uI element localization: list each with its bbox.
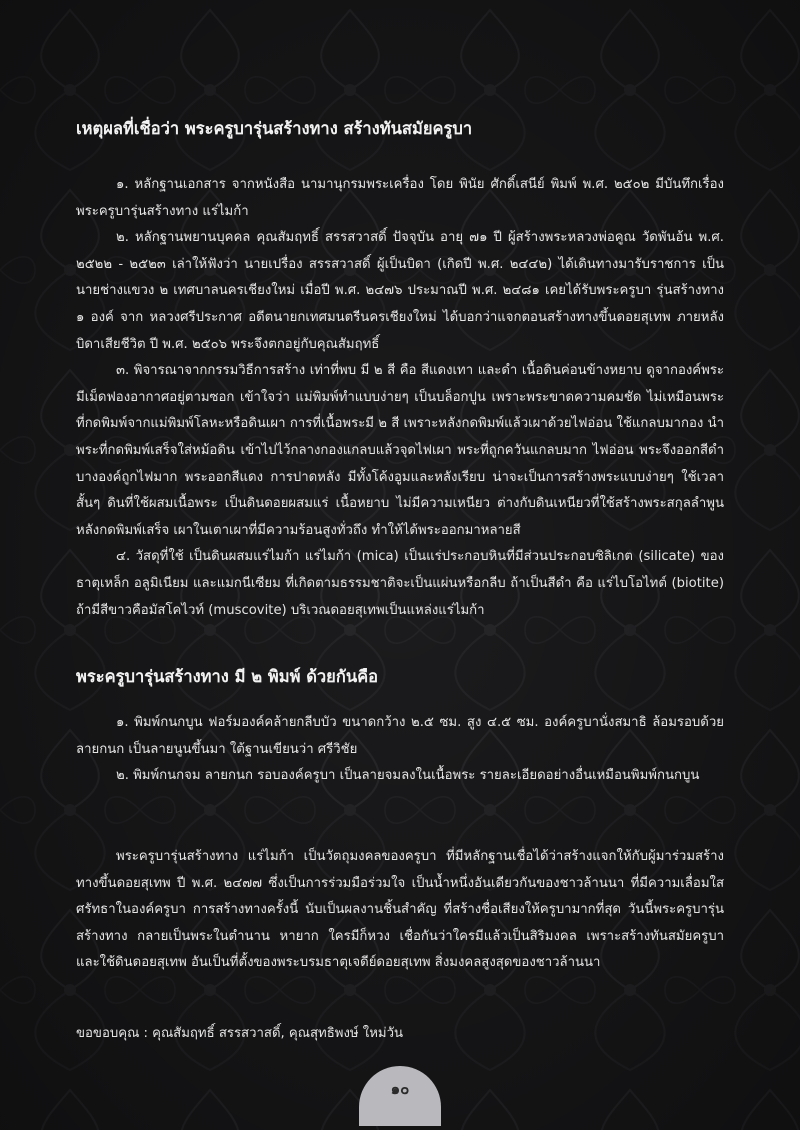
reason-item-1: ๑. หลักฐานเอกสาร จากหนังสือ นามานุกรมพระเครื่อง โดย พินัย ศักดิ์เสนีย์ พิมพ์ พ.ศ. ๒๕๐๒ มีบันทึกเรื่อง พระครูบารุ่นสร้างทาง แร่ไมก้า xyxy=(76,177,724,219)
acknowledgement: ขอขอบคุณ : คุณสัมฤทธิ์ สรรสวาสดิ์, คุณสุทธิพงษ์ ใหม่วัน xyxy=(76,1026,404,1041)
variant-item-2: ๒. พิมพ์กนกจม ลายกนก รอบองค์ครูบา เป็นลายจมลงในเนื้อพระ รายละเอียดอย่างอื่นเหมือนพิมพ์กนกบูน xyxy=(116,768,700,784)
section-heading-reasons: เหตุผลที่เชื่อว่า พระครูบารุ่นสร้างทาง สร้างทันสมัยครูบา xyxy=(76,119,473,138)
reason-item-4: ๔. วัสดุที่ใช้ เป็นดินผสมแร่ไมก้า แร่ไมก้า (mica) เป็นแร่ประกอบหินที่มีส่วนประกอบซิลิเกต (silicate) ของธาตุเหล็ก อลูมิเนียม และแมกนีเซียม ที่เกิดตามธรรมชาติจะเป็นแผ่นหรือกลีบ ถ้าเป็นสีดำ คือ แร่ไบโอไทต์ (biotite) ถ้ามีสีขาวคือมัสโคไวท์ (muscovite) บริเวณดอยสุเทพเป็นแหล่งแร่ไมก้า xyxy=(76,549,724,618)
reasons-list xyxy=(76,172,724,624)
reason-item-2: ๒. หลักฐานพยานบุคคล คุณสัมฤทธิ์ สรรสวาสดิ์ ปัจจุบัน อายุ ๗๑ ปี ผู้สร้างพระหลวงพ่อคูณ วัดพันอ้น พ.ศ. ๒๕๒๒ - ๒๕๒๓ เล่าให้ฟังว่า นายเปรื่อง สรรสวาสดิ์ ผู้เป็นบิดา (เกิดปี พ.ศ. ๒๔๔๒) ได้เดินทางมารับราชการ เป็นนายช่างแขวง ๒ เทศบาลนครเชียงใหม่ เมื่อปี พ.ศ. ๒๔๗๖ ประมาณปี พ.ศ. ๒๔๘๑ เคยได้รับพระครูบา รุ่นสร้างทาง ๑ องค์ จาก หลวงศรีประกาศ อดีตนายกเทศมนตรีนครเชียงใหม่ ได้บอกว่าแจกตอนสร้างทางขึ้นดอยสุเทพ ภายหลังบิดาเสียชีวิต ปี พ.ศ. ๒๕๐๖ พระจึงตกอยู่กับคุณสัมฤทธิ์ xyxy=(76,230,724,352)
reason-item-3: ๓. พิจารณาจากกรรมวิธีการสร้าง เท่าที่พบ มี ๒ สี คือ สีแดงเทา และดำ เนื้อดินค่อนข้างหยาบ ดูจากองค์พระ มีเม็ดฟองอากาศอยู่ตามซอก เข้าใจว่า แม่พิมพ์ทำแบบง่ายๆ เป็นบล็อกปูน เพราะพระขาดความคมชัด ไม่เหมือนพระที่กดพิมพ์จากแม่พิมพ์โลหะหรือดินเผา การที่เนื้อพระมี ๒ สี เพราะหลังกดพิมพ์แล้วเผาด้วยไฟอ่อน ใช้แกลบมากอง นำพระที่กดพิมพ์เสร็จใส่หม้อดิน เข้าไปไว้กลางกองแกลบแล้วจุดไฟเผา พระที่ถูกควันแกลบมาก ไฟอ่อน พระจึงออกสีดำ บางองค์ถูกไฟมาก พระออกสีแดง การปาดหลัง มีทั้งโค้งอูมและหลังเรียบ น่าจะเป็นการสร้างพระแบบง่ายๆ ใช้เวลาสั้นๆ ดินที่ใช้ผสมเนื้อพระ เป็นดินดอยผสมแร่ เนื้อหยาบ ไม่มีความเหนียว ต่างกับดินเหนียวที่ใช้สร้างพระสกุลลำพูน หลังกดพิมพ์เสร็จ เผาในเตาเผาที่มีความร้อนสูงทั่วถึง ทำให้ได้พระออกมาหลายสี xyxy=(76,363,724,538)
closing-section xyxy=(76,844,724,977)
closing-paragraph: พระครูบารุ่นสร้างทาง แร่ไมก้า เป็นวัตถุมงคลของครูบา ที่มีหลักฐานเชื่อได้ว่าสร้างแจกให้กับผู้มาร่วมสร้างทางขึ้นดอยสุเทพ ปี พ.ศ. ๒๔๗๗ ซึ่งเป็นการร่วมมือร่วมใจ เป็นน้ำหนึ่งอันเดียวกันของชาวล้านนา ที่มีความเลื่อมใสศรัทธาในองค์ครูบา การสร้างทางครั้งนี้ นับเป็นผลงานชิ้นสำคัญ ที่สร้างชื่อเสียงให้ครูบามากที่สุด วันนี้พระครูบารุ่นสร้างทาง กลายเป็นพระในตำนาน หายาก ใครมีก็หวง เชื่อกันว่าใครมีแล้วเป็นสิริมงคล เพราะสร้างทันสมัยครูบา และใช้ดินดอยสุเทพ อันเป็นที่ตั้งของพระบรมธาตุเจดีย์ดอยสุเทพ สิ่งมงคลสูงสุดของชาวล้านนา xyxy=(76,849,724,971)
page-number-tab xyxy=(359,1066,441,1126)
variants-list xyxy=(76,710,724,790)
variant-item-1: ๑. พิมพ์กนกบูน ฟอร์มองค์คล้ายกลีบบัว ขนาดกว้าง ๒.๕ ซม. สูง ๔.๕ ซม. องค์ครูบานั่งสมาธิ ล้อมรอบด้วยลายกนก เป็นลายนูนขึ้นมา ใต้ฐานเขียนว่า ศรีวิชัย xyxy=(76,715,724,757)
page-number: ๑๐ xyxy=(390,1080,410,1098)
section-heading-variants: พระครูบารุ่นสร้างทาง มี ๒ พิมพ์ ด้วยกันคือ xyxy=(76,667,379,686)
